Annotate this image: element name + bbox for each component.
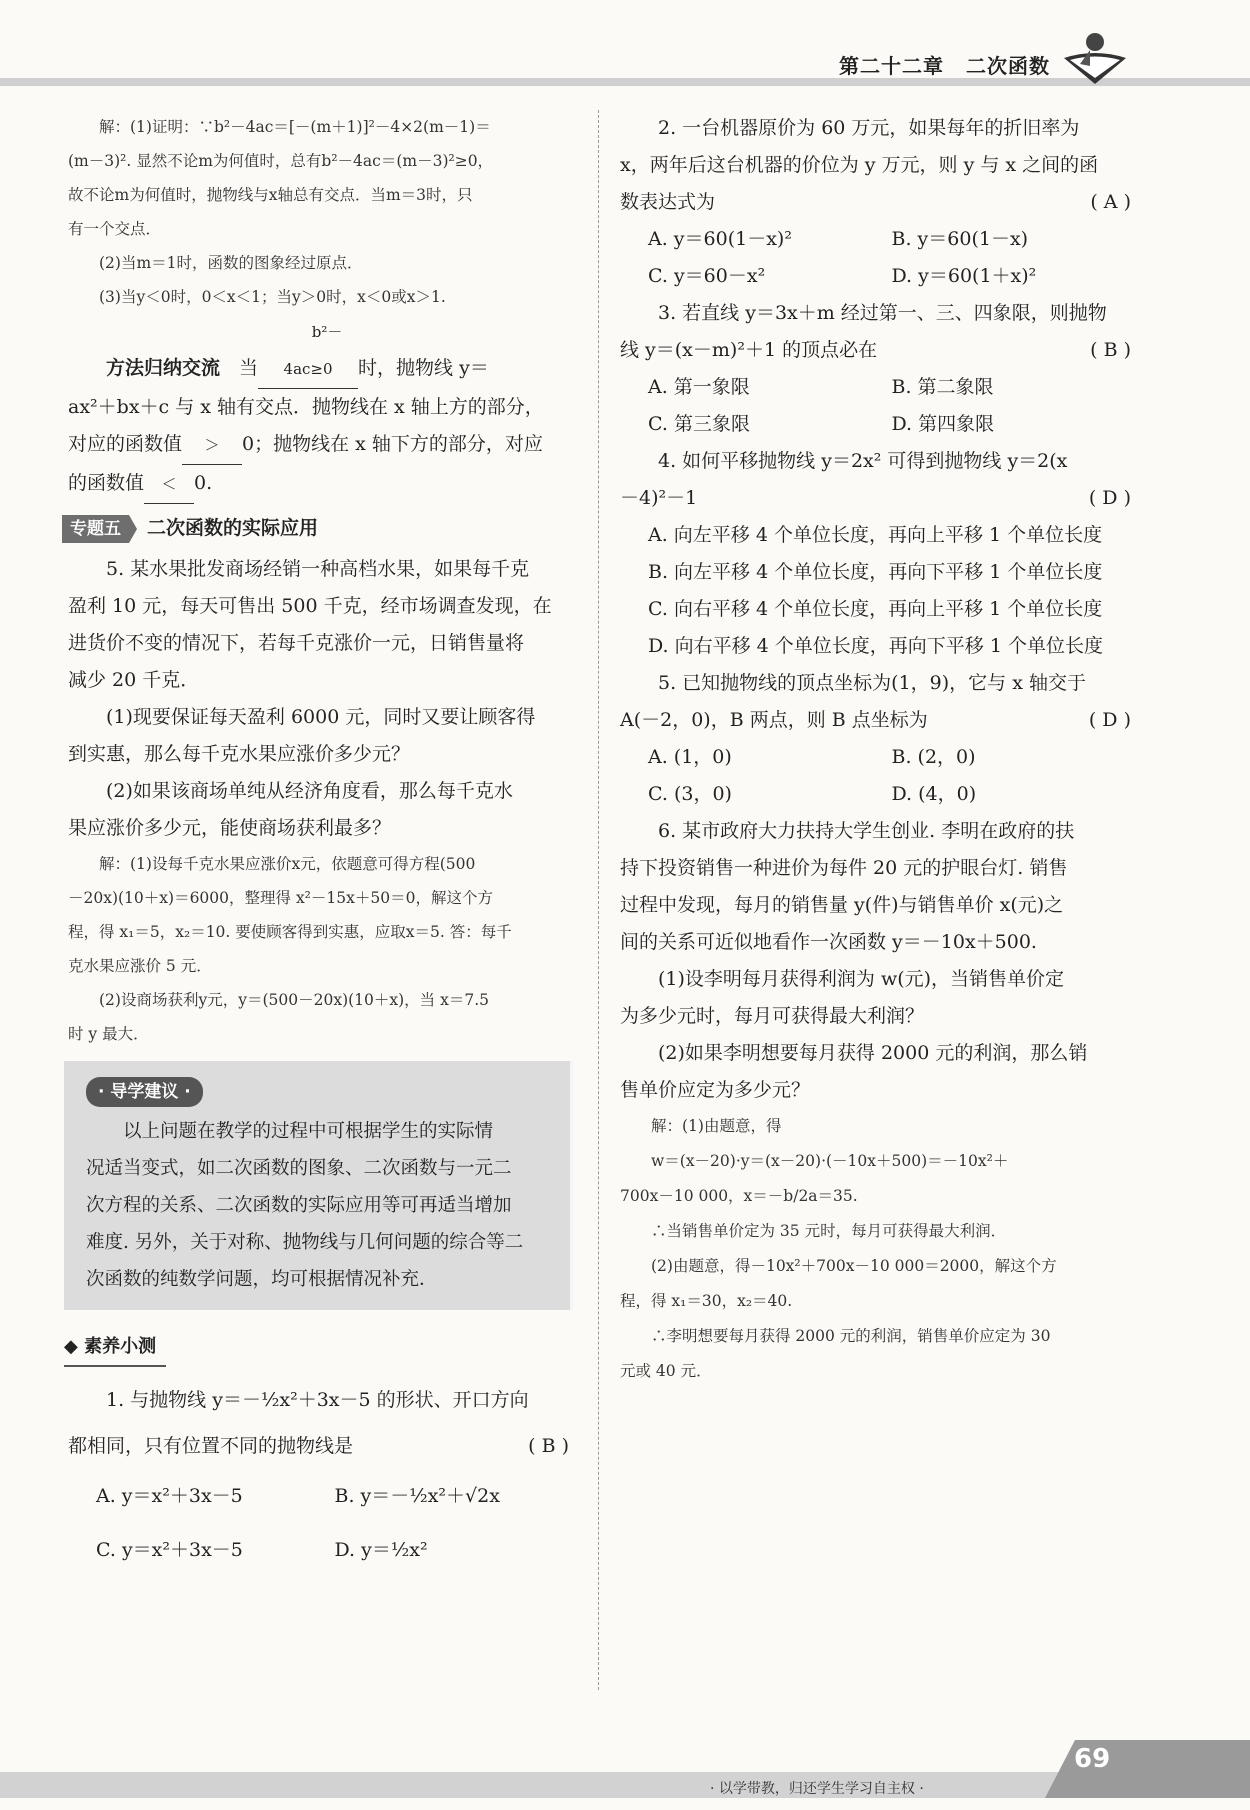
chapter-header	[839, 50, 1050, 79]
method-text: 对应的函数值	[68, 433, 183, 455]
solution-line: 程，得 x₁＝5，x₂＝10. 要使顾客得到实惠，应取x＝5. 答：每千	[68, 923, 512, 941]
chapter-label: 第二十二章	[839, 54, 944, 78]
fill-blank-1: b²－4ac≥0	[258, 314, 358, 389]
option-b: B. (2，0)	[891, 746, 976, 768]
option-b: B. y＝－½x²＋√2x	[334, 1485, 500, 1507]
method-text: 当	[239, 357, 259, 379]
topic-tag: 专题五	[62, 515, 129, 543]
question-line: 3. 若直线 y＝3x＋m 经过第一、三、四象限，则抛物	[658, 302, 1107, 324]
answer-mark: ( D )	[1088, 709, 1131, 731]
question-6	[620, 813, 1135, 1109]
option-c: C. (3，0)	[648, 783, 732, 805]
solution-line: ∴当销售单价定为 35 元时，每月可获得最大利润．	[651, 1222, 1007, 1240]
column-divider	[598, 110, 599, 1690]
left-column	[64, 110, 573, 1577]
solution-line: 解：(1)证明：∵b²－4ac＝[－(m＋1)]²－4×2(m－1)＝	[99, 118, 491, 136]
option-d: D. 向右平移 4 个单位长度，再向下平移 1 个单位长度	[648, 635, 1103, 657]
question-4	[620, 443, 1135, 665]
solution-line: 元或 40 元．	[620, 1362, 712, 1380]
method-text: ax²＋bx＋c 与 x 轴有交点．抛物线在 x 轴上方的部分，	[68, 396, 544, 418]
solution-line: 时 y 最大．	[68, 1025, 149, 1043]
topic-arrow-icon	[129, 515, 137, 543]
method-text: 0.	[194, 472, 213, 494]
fill-blank-2: ＞	[182, 427, 242, 465]
question-line: －4)²－1	[620, 487, 698, 509]
solution-line: (3)当y＜0时，0＜x＜1；当y＞0时，x＜0或x＞1.	[99, 288, 446, 306]
answer-mark: ( B )	[1090, 339, 1131, 361]
question-line: 数表达式为	[620, 191, 716, 213]
solution-5	[68, 847, 573, 1051]
solution-line: 解：(1)由题意，得	[651, 1117, 782, 1135]
option-a: A. y＝60(1－x)²	[648, 228, 792, 250]
option-a: A. 第一象限	[648, 376, 750, 398]
option-b: B. y＝60(1－x)	[891, 228, 1029, 250]
solution-line: ∴李明想要每月获得 2000 元的利润，销售单价应定为 30	[651, 1327, 1051, 1345]
question-5-right	[620, 665, 1135, 813]
question-line: (1)设李明每月获得利润为 w(元)，当销售单价定	[658, 968, 1065, 990]
chapter-title: 二次函数	[966, 54, 1050, 78]
solution-line: 克水果应涨价 5 元．	[68, 957, 212, 975]
guide-line: 以上问题在教学的过程中可根据学生的实际情	[123, 1121, 494, 1142]
option-d: D. y＝60(1＋x)²	[891, 265, 1037, 287]
solution-6	[620, 1109, 1135, 1389]
solution-line: 程，得 x₁＝30，x₂＝40.	[620, 1292, 793, 1310]
page-number: 69	[1074, 1744, 1111, 1774]
solution-line: w＝(x－20)·y＝(x－20)·(－10x＋500)＝－10x²＋	[651, 1152, 1009, 1170]
solution-line: 解：(1)设每千克水果应涨价x元，依题意可得方程(500	[99, 855, 476, 873]
question-line: 间的关系可近似地看作一次函数 y＝－10x＋500.	[620, 931, 1037, 953]
option-d: D. y＝½x²	[334, 1539, 428, 1561]
guide-line: 难度. 另外，关于对称、抛物线与几何问题的综合等二	[86, 1232, 524, 1253]
option-c: C. y＝x²＋3x－5	[96, 1539, 243, 1561]
quiz-title: ◆ 素养小测	[64, 1328, 166, 1367]
solution-line: (2)由题意，得－10x²＋700x－10 000＝2000，解这个方	[651, 1257, 1057, 1275]
teaching-guide-box	[64, 1061, 573, 1310]
question-line: 减少 20 千克．	[68, 669, 200, 691]
question-line: 线 y＝(x－m)²＋1 的顶点必在	[620, 339, 878, 361]
question-line: 进货价不变的情况下，若每千克涨价一元，日销售量将	[68, 632, 525, 654]
option-a: A. (1，0)	[648, 746, 732, 768]
question-2	[620, 110, 1135, 295]
question-line: 5. 已知抛物线的顶点坐标为(1，9)，它与 x 轴交于	[658, 672, 1086, 694]
question-line: 售单价应定为多少元？	[620, 1079, 811, 1101]
answer-mark: ( A )	[1090, 191, 1131, 213]
option-c: C. y＝60－x²	[648, 265, 766, 287]
solution-line: 故不论m为何值时，抛物线与x轴总有交点．当m＝3时，只	[68, 186, 473, 204]
question-line: 过程中发现，每月的销售量 y(件)与销售单价 x(元)之	[620, 894, 1064, 916]
question-5	[68, 551, 573, 847]
guide-line: 次函数的纯数学问题，均可根据情况补充．	[86, 1269, 438, 1290]
question-line: 果应涨价多少元，能使商场获利最多？	[68, 817, 392, 839]
method-text: 时，抛物线 y＝	[358, 357, 489, 379]
question-3	[620, 295, 1135, 443]
solution-4	[68, 110, 573, 314]
option-a: A. y＝x²＋3x－5	[96, 1485, 243, 1507]
question-line: 都相同，只有位置不同的抛物线是	[68, 1435, 354, 1457]
method-summary	[68, 314, 573, 504]
question-line: x，两年后这台机器的价位为 y 万元，则 y 与 x 之间的函	[620, 154, 1099, 176]
method-text: 0；抛物线在 x 轴下方的部分，对应	[242, 433, 543, 455]
topic-title: 二次函数的实际应用	[147, 517, 319, 539]
guide-line: 次方程的关系、二次函数的实际应用等可再适当增加	[86, 1195, 512, 1216]
option-c: C. 向右平移 4 个单位长度，再向上平移 1 个单位长度	[648, 598, 1103, 620]
right-column	[620, 110, 1135, 1389]
solution-line: －20x)(10＋x)＝6000，整理得 x²－15x＋50＝0，解这个方	[68, 889, 493, 907]
option-d: D. 第四象限	[891, 413, 995, 435]
question-line: 6. 某市政府大力扶持大学生创业. 李明在政府的扶	[658, 820, 1075, 842]
option-d: D. (4，0)	[891, 783, 977, 805]
method-label: 方法归纳交流	[106, 357, 221, 379]
footer-slogan: · 以学带教，归还学生学习自主权 ·	[710, 1781, 924, 1797]
question-line: 盈利 10 元，每天可售出 500 千克，经市场调查发现，在	[68, 595, 552, 617]
topic-heading	[62, 510, 573, 547]
question-line: 为多少元时，每月可获得最大利润？	[620, 1005, 925, 1027]
solution-line: (2)当m＝1时，函数的图象经过原点．	[99, 254, 363, 272]
answer-mark: ( D )	[1088, 487, 1131, 509]
quiz-question-1	[68, 1377, 573, 1577]
answer-mark: ( B )	[528, 1435, 569, 1457]
question-line: (1)现要保证每天盈利 6000 元，同时又要让顾客得	[106, 706, 536, 728]
guide-line: 况适当变式，如二次函数的图象、二次函数与一元二	[86, 1158, 512, 1179]
question-line: A(－2，0)，B 两点，则 B 点坐标为	[620, 709, 928, 731]
solution-line: (m－3)². 显然不论m为何值时，总有b²－4ac＝(m－3)²≥0，	[68, 152, 494, 170]
question-line: 到实惠，那么每千克水果应涨价多少元？	[68, 743, 411, 765]
question-line: 持下投资销售一种进价为每件 20 元的护眼台灯. 销售	[620, 857, 1068, 879]
question-line: 4. 如何平移抛物线 y＝2x² 可得到抛物线 y＝2(x	[658, 450, 1068, 472]
option-b: B. 向左平移 4 个单位长度，再向下平移 1 个单位长度	[648, 561, 1103, 583]
solution-line: 700x－10 000，x＝－b/2a＝35.	[620, 1187, 858, 1205]
question-line: 2. 一台机器原价为 60 万元，如果每年的折旧率为	[658, 117, 1080, 139]
solution-line: (2)设商场获利y元，y＝(500－20x)(10＋x)，当 x＝7.5	[99, 991, 489, 1009]
solution-line: 有一个交点．	[68, 220, 162, 238]
option-b: B. 第二象限	[891, 376, 994, 398]
question-line: (2)如果李明想要每月获得 2000 元的利润，那么销	[658, 1042, 1088, 1064]
option-a: A. 向左平移 4 个单位长度，再向上平移 1 个单位长度	[648, 524, 1103, 546]
method-text: 的函数值	[68, 472, 145, 494]
question-line: 1. 与抛物线 y＝－½x²＋3x－5 的形状、开口方向	[106, 1389, 529, 1411]
fill-blank-3: ＜	[144, 466, 194, 504]
question-line: 5. 某水果批发商场经销一种高档水果，如果每千克	[106, 558, 530, 580]
option-c: C. 第三象限	[648, 413, 750, 435]
question-line: (2)如果该商场单纯从经济角度看，那么每千克水	[106, 780, 513, 802]
book-logo-icon	[1060, 28, 1130, 88]
guide-title: · 导学建议 ·	[86, 1077, 203, 1107]
